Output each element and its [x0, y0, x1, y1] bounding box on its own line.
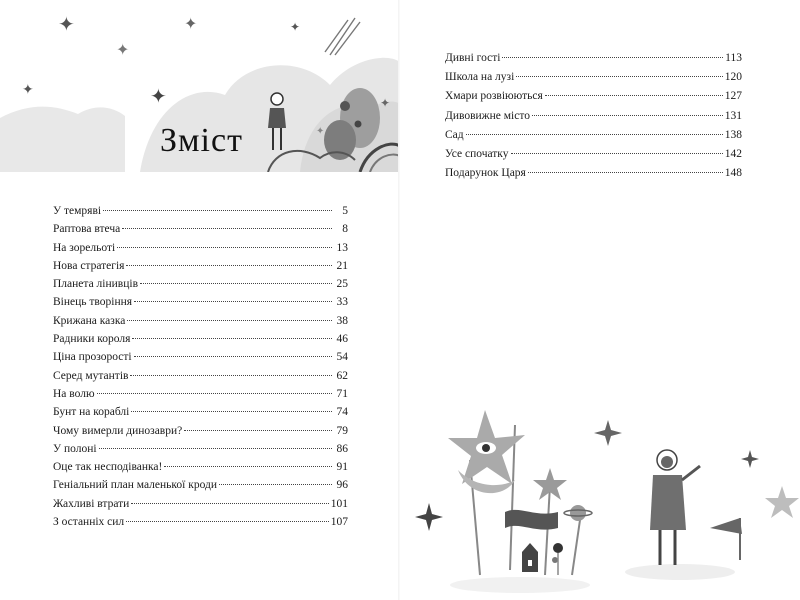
toc-entry-page: 86: [336, 442, 348, 455]
star-icon: ✦: [150, 86, 167, 108]
toc-entry: [445, 164, 742, 183]
page-title: Зміст: [160, 122, 243, 159]
toc-entry-title: Радники короля: [53, 333, 131, 346]
toc-entry-title: З останніх сил: [53, 516, 125, 529]
toc-leader: [99, 448, 332, 449]
toc-entry-title: На волю: [53, 387, 95, 400]
toc-leader: [126, 265, 332, 266]
toc-entry: [53, 513, 348, 531]
toc-entry-page: 91: [336, 461, 348, 474]
toc-entry-title: Нова стратегія: [53, 259, 125, 272]
toc-entry: [53, 403, 348, 421]
toc-leader: [511, 153, 723, 154]
toc-leader: [130, 375, 332, 376]
toc-leader: [134, 356, 332, 357]
toc-leader: [131, 411, 332, 412]
toc-entry-title: Дивні гості: [445, 52, 501, 64]
toc-entry-title: Жахливі втрати: [53, 497, 130, 510]
toc-entry-title: У темряві: [53, 205, 102, 217]
star-icon: ✦: [22, 83, 34, 98]
toc-list-right: [445, 49, 742, 183]
toc-leader: [97, 393, 332, 394]
toc-leader: [219, 484, 332, 485]
toc-leader: [127, 320, 332, 321]
toc-entry-title: Раптова втеча: [53, 223, 121, 236]
toc-entry: [445, 145, 742, 164]
toc-entry-title: Бунт на кораблі: [53, 406, 130, 419]
toc-leader: [126, 521, 329, 522]
toc-leader: [103, 210, 332, 211]
toc-entry-page: 131: [724, 109, 742, 122]
toc-leader: [131, 503, 328, 504]
toc-entry: [53, 495, 348, 513]
toc-entry: [53, 293, 348, 311]
toc-entry-title: Усе спочатку: [445, 147, 509, 160]
toc-entry-page: 127: [724, 90, 742, 103]
toc-entry-page: 38: [336, 314, 348, 327]
toc-entry-title: У полоні: [53, 442, 97, 455]
toc-entry-page: 25: [336, 278, 348, 291]
toc-entry-page: 96: [336, 479, 348, 492]
toc-entry-page: 33: [336, 296, 348, 309]
toc-leader: [532, 115, 723, 116]
toc-entry-title: Дивовижне місто: [445, 109, 530, 122]
toc-leader: [466, 134, 723, 135]
toc-entry-page: 46: [336, 333, 348, 346]
star-icon: ✦: [290, 20, 301, 34]
toc-entry-title: На зорельоті: [53, 241, 116, 254]
toc-entry-page: 74: [336, 406, 348, 419]
star-icon: ✦: [184, 16, 198, 33]
toc-entry: [53, 458, 348, 476]
toc-entry-title: Планета лінивців: [53, 278, 139, 291]
toc-leader: [164, 466, 332, 467]
toc-entry-page: 107: [330, 516, 348, 529]
toc-entry: [53, 239, 348, 257]
toc-entry: [445, 68, 742, 87]
toc-entry-page: 54: [336, 351, 348, 364]
toc-entry-page: 79: [336, 424, 348, 437]
toc-entry-page: 13: [336, 241, 348, 254]
star-icon: ✦: [58, 14, 75, 36]
toc-entry-page: 5: [342, 205, 348, 217]
toc-entry-title: Сад: [445, 128, 464, 141]
toc-entry-page: 101: [330, 497, 348, 510]
toc-leader: [502, 57, 723, 58]
toc-entry: [53, 476, 348, 494]
toc-entry: [53, 385, 348, 403]
star-icon: ✦: [316, 126, 325, 137]
toc-entry: [53, 422, 348, 440]
toc-leader: [528, 172, 723, 173]
toc-entry-title: Серед мутантів: [53, 369, 129, 382]
star-icon: ✦: [116, 42, 130, 59]
toc-entry: [53, 440, 348, 458]
toc-leader: [545, 95, 723, 96]
toc-entry-page: 148: [724, 167, 742, 180]
toc-entry-page: 8: [342, 223, 348, 236]
toc-entry: [53, 367, 348, 385]
toc-entry-title: Геніальний план маленької кроди: [53, 479, 218, 492]
toc-entry-title: Подарунок Царя: [445, 167, 526, 180]
bottom-illustration: [410, 400, 800, 600]
toc-entry-page: 113: [725, 52, 742, 64]
toc-entry-title: Школа на лузі: [445, 71, 515, 84]
toc-list-left: [53, 202, 348, 531]
toc-entry: [53, 275, 348, 293]
toc-entry-page: 138: [724, 128, 742, 141]
toc-entry: [445, 107, 742, 126]
toc-entry: [53, 220, 348, 238]
toc-entry-title: Хмари розвіюються: [445, 90, 543, 103]
star-icon: ✦: [380, 96, 391, 110]
toc-entry-title: Ціна прозорості: [53, 351, 132, 364]
toc-entry-page: 120: [724, 71, 742, 84]
toc-entry-page: 142: [724, 147, 742, 160]
toc-entry-page: 62: [336, 369, 348, 382]
toc-entry-title: Оце так несподіванка!: [53, 461, 163, 474]
toc-entry: [445, 126, 742, 145]
toc-entry-title: Вінець творіння: [53, 296, 133, 309]
toc-leader: [184, 430, 332, 431]
toc-entry: [445, 87, 742, 106]
toc-leader: [140, 283, 332, 284]
toc-entry: [445, 49, 742, 68]
toc-entry: [53, 257, 348, 275]
toc-leader: [134, 301, 332, 302]
toc-leader: [117, 247, 332, 248]
toc-entry: [53, 348, 348, 366]
toc-entry-page: 21: [336, 259, 348, 272]
toc-entry-title: Крижана казка: [53, 314, 126, 327]
toc-leader: [516, 76, 722, 77]
toc-entry: [53, 330, 348, 348]
toc-entry: [53, 312, 348, 330]
toc-leader: [122, 228, 332, 229]
toc-entry-page: 71: [336, 387, 348, 400]
toc-entry-title: Чому вимерли динозаври?: [53, 424, 183, 437]
toc-entry: [53, 202, 348, 220]
toc-leader: [132, 338, 332, 339]
